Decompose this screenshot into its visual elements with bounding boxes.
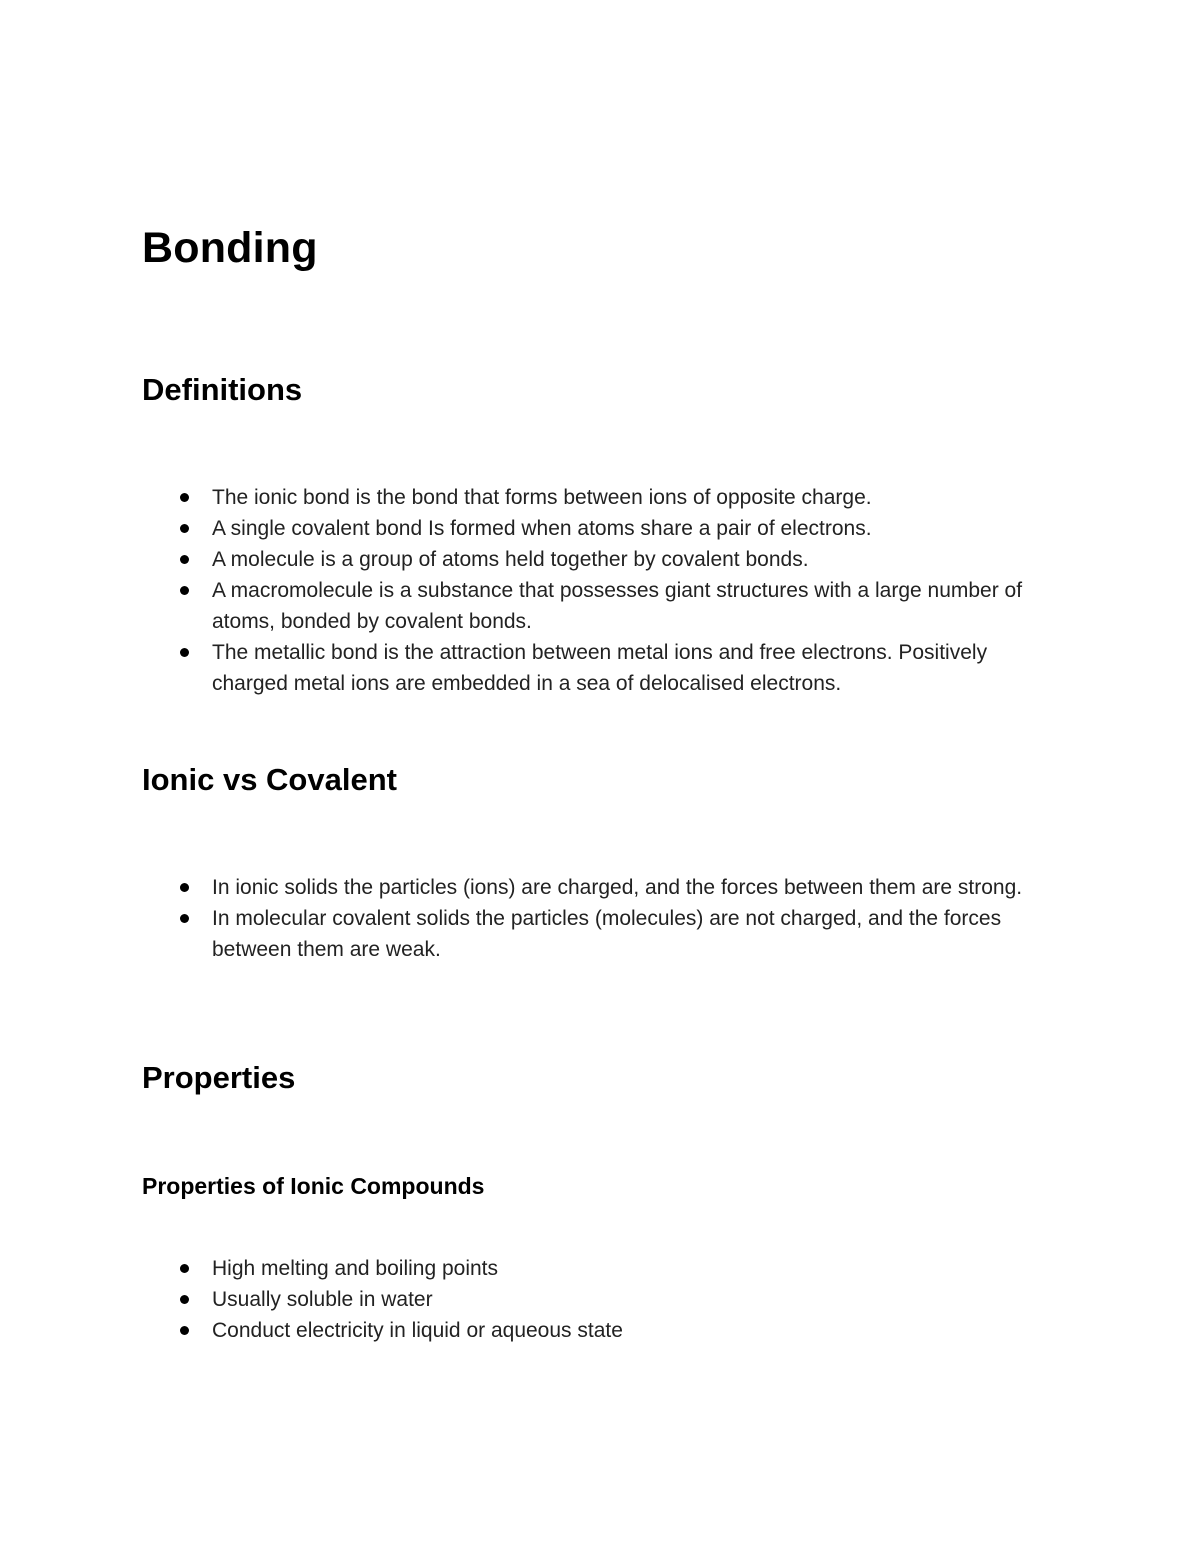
definitions-list bbox=[142, 482, 1062, 699]
list-item bbox=[142, 1315, 1062, 1346]
list-item bbox=[142, 544, 1062, 575]
bullet-icon bbox=[180, 883, 189, 892]
bullet-icon bbox=[180, 1326, 189, 1335]
list-item bbox=[142, 872, 1062, 903]
list-item bbox=[142, 637, 1062, 699]
list-item-text: A molecule is a group of atoms held together by covalent bonds. bbox=[212, 548, 809, 571]
list-item bbox=[142, 575, 1062, 637]
bullet-icon bbox=[180, 586, 189, 595]
ionic-vs-covalent-heading: Ionic vs Covalent bbox=[142, 762, 397, 797]
ionic-compounds-heading: Properties of Ionic Compounds bbox=[142, 1173, 485, 1199]
ionic-compounds-list bbox=[142, 1253, 1062, 1346]
list-item bbox=[142, 513, 1062, 544]
bullet-icon bbox=[180, 648, 189, 657]
list-item bbox=[142, 903, 1062, 965]
list-item bbox=[142, 1284, 1062, 1315]
bullet-icon bbox=[180, 914, 189, 923]
bullet-icon bbox=[180, 1264, 189, 1273]
ionic-vs-covalent-list bbox=[142, 872, 1062, 965]
list-item-text: In ionic solids the particles (ions) are charged, and the forces between them are strong. bbox=[212, 876, 1023, 899]
list-item-text: In molecular covalent solids the particles (molecules) are not charged, and the forces between them are weak. bbox=[212, 907, 1002, 961]
document-title: Bonding bbox=[142, 224, 318, 272]
bullet-icon bbox=[180, 524, 189, 533]
list-item bbox=[142, 482, 1062, 513]
list-item-text: The metallic bond is the attraction between metal ions and free electrons. Positively charged metal ions are embedded in a sea of delocalised electrons. bbox=[212, 641, 988, 695]
list-item-text: The ionic bond is the bond that forms between ions of opposite charge. bbox=[212, 486, 872, 509]
bullet-icon bbox=[180, 555, 189, 564]
definitions-heading: Definitions bbox=[142, 372, 303, 407]
list-item bbox=[142, 1253, 1062, 1284]
list-item-text: Usually soluble in water bbox=[212, 1288, 433, 1311]
list-item-text: A macromolecule is a substance that possesses giant structures with a large number of atoms, bonded by covalent bonds. bbox=[212, 579, 1023, 633]
bullet-icon bbox=[180, 1295, 189, 1304]
properties-heading: Properties bbox=[142, 1060, 296, 1095]
bullet-icon bbox=[180, 493, 189, 502]
list-item-text: High melting and boiling points bbox=[212, 1257, 499, 1280]
list-item-text: A single covalent bond Is formed when atoms share a pair of electrons. bbox=[212, 517, 872, 540]
list-item-text: Conduct electricity in liquid or aqueous state bbox=[212, 1319, 623, 1342]
